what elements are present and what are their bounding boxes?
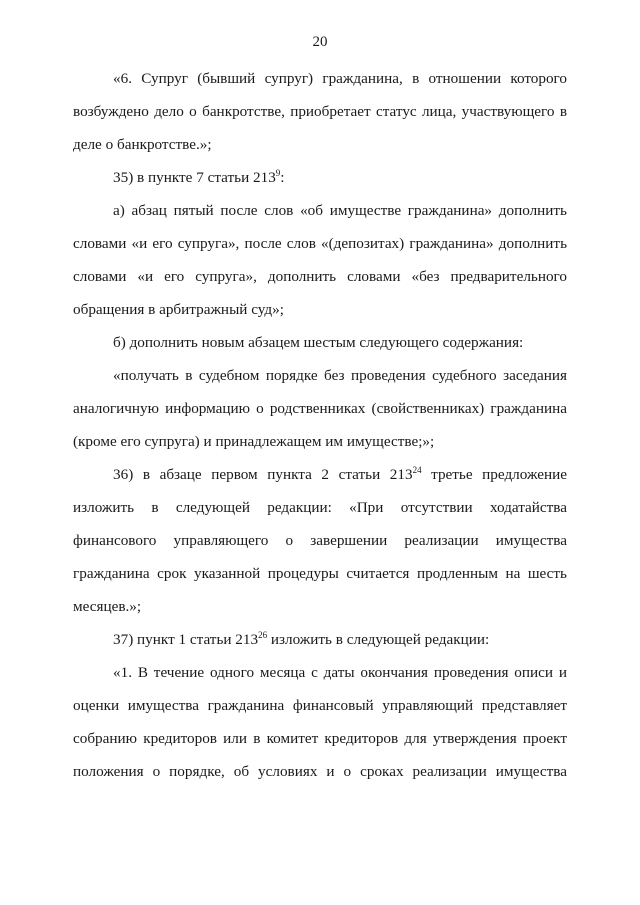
paragraph-item-6-spouse-status: «6. Супруг (бывший супруг) гражданина, в отношении которого возбуждено дело о банкротстве, приобретает статус лица, участвующего в деле о банкротстве.»;	[73, 70, 567, 153]
paragraph-item-1-sale-regulation: «1. В течение одного месяца с даты окончания проведения описи и оценки имущества гражданина финансовый управляющий представляет собранию кредиторов или в комитет кредиторов для утверждения проект положения о порядке, об условиях и о сроках реализации имущества	[73, 664, 567, 780]
paragraph-item-36	[73, 458, 567, 623]
page-number: 20	[312, 34, 328, 50]
article-superscript: 26	[258, 629, 268, 640]
paragraph-item-37-heading	[73, 623, 567, 656]
paragraph-text: третье предложение изложить в следующей редакции: «При отсутствии ходатайства финансового управляющего о завершении реализации имущества гражданина срок указанной процедуры считается продленным на шесть месяцев.»;	[73, 466, 567, 615]
paragraph-subitem-a: а) абзац пятый после слов «об имуществе гражданина» дополнить словами «и его супруга», после слов «(депозитах) гражданина» дополнить словами «и его супруга», дополнить словами «без предварительного обращения в арбитражный суд»;	[73, 202, 567, 318]
paragraph-text: 36) в абзаце первом пункта 2 статьи 213	[113, 466, 413, 483]
paragraph-subitem-b: б) дополнить новым абзацем шестым следующего содержания:	[113, 334, 524, 351]
paragraph-text: 35) в пункте 7 статьи 213	[113, 169, 276, 186]
paragraph-quoted-text: «получать в судебном порядке без проведения судебного заседания аналогичную информацию о родственниках (свойственниках) гражданина (кроме его супруга) и принадлежащем им имуществе;»;	[73, 367, 567, 450]
article-superscript: 9	[275, 167, 281, 178]
paragraph-text: :	[280, 169, 285, 186]
paragraph-text: изложить в следующей редакции:	[267, 631, 490, 648]
article-superscript: 24	[412, 464, 422, 475]
paragraph-item-35-heading	[73, 161, 567, 194]
paragraph-text: 37) пункт 1 статьи 213	[113, 631, 259, 648]
document-body	[73, 62, 567, 788]
